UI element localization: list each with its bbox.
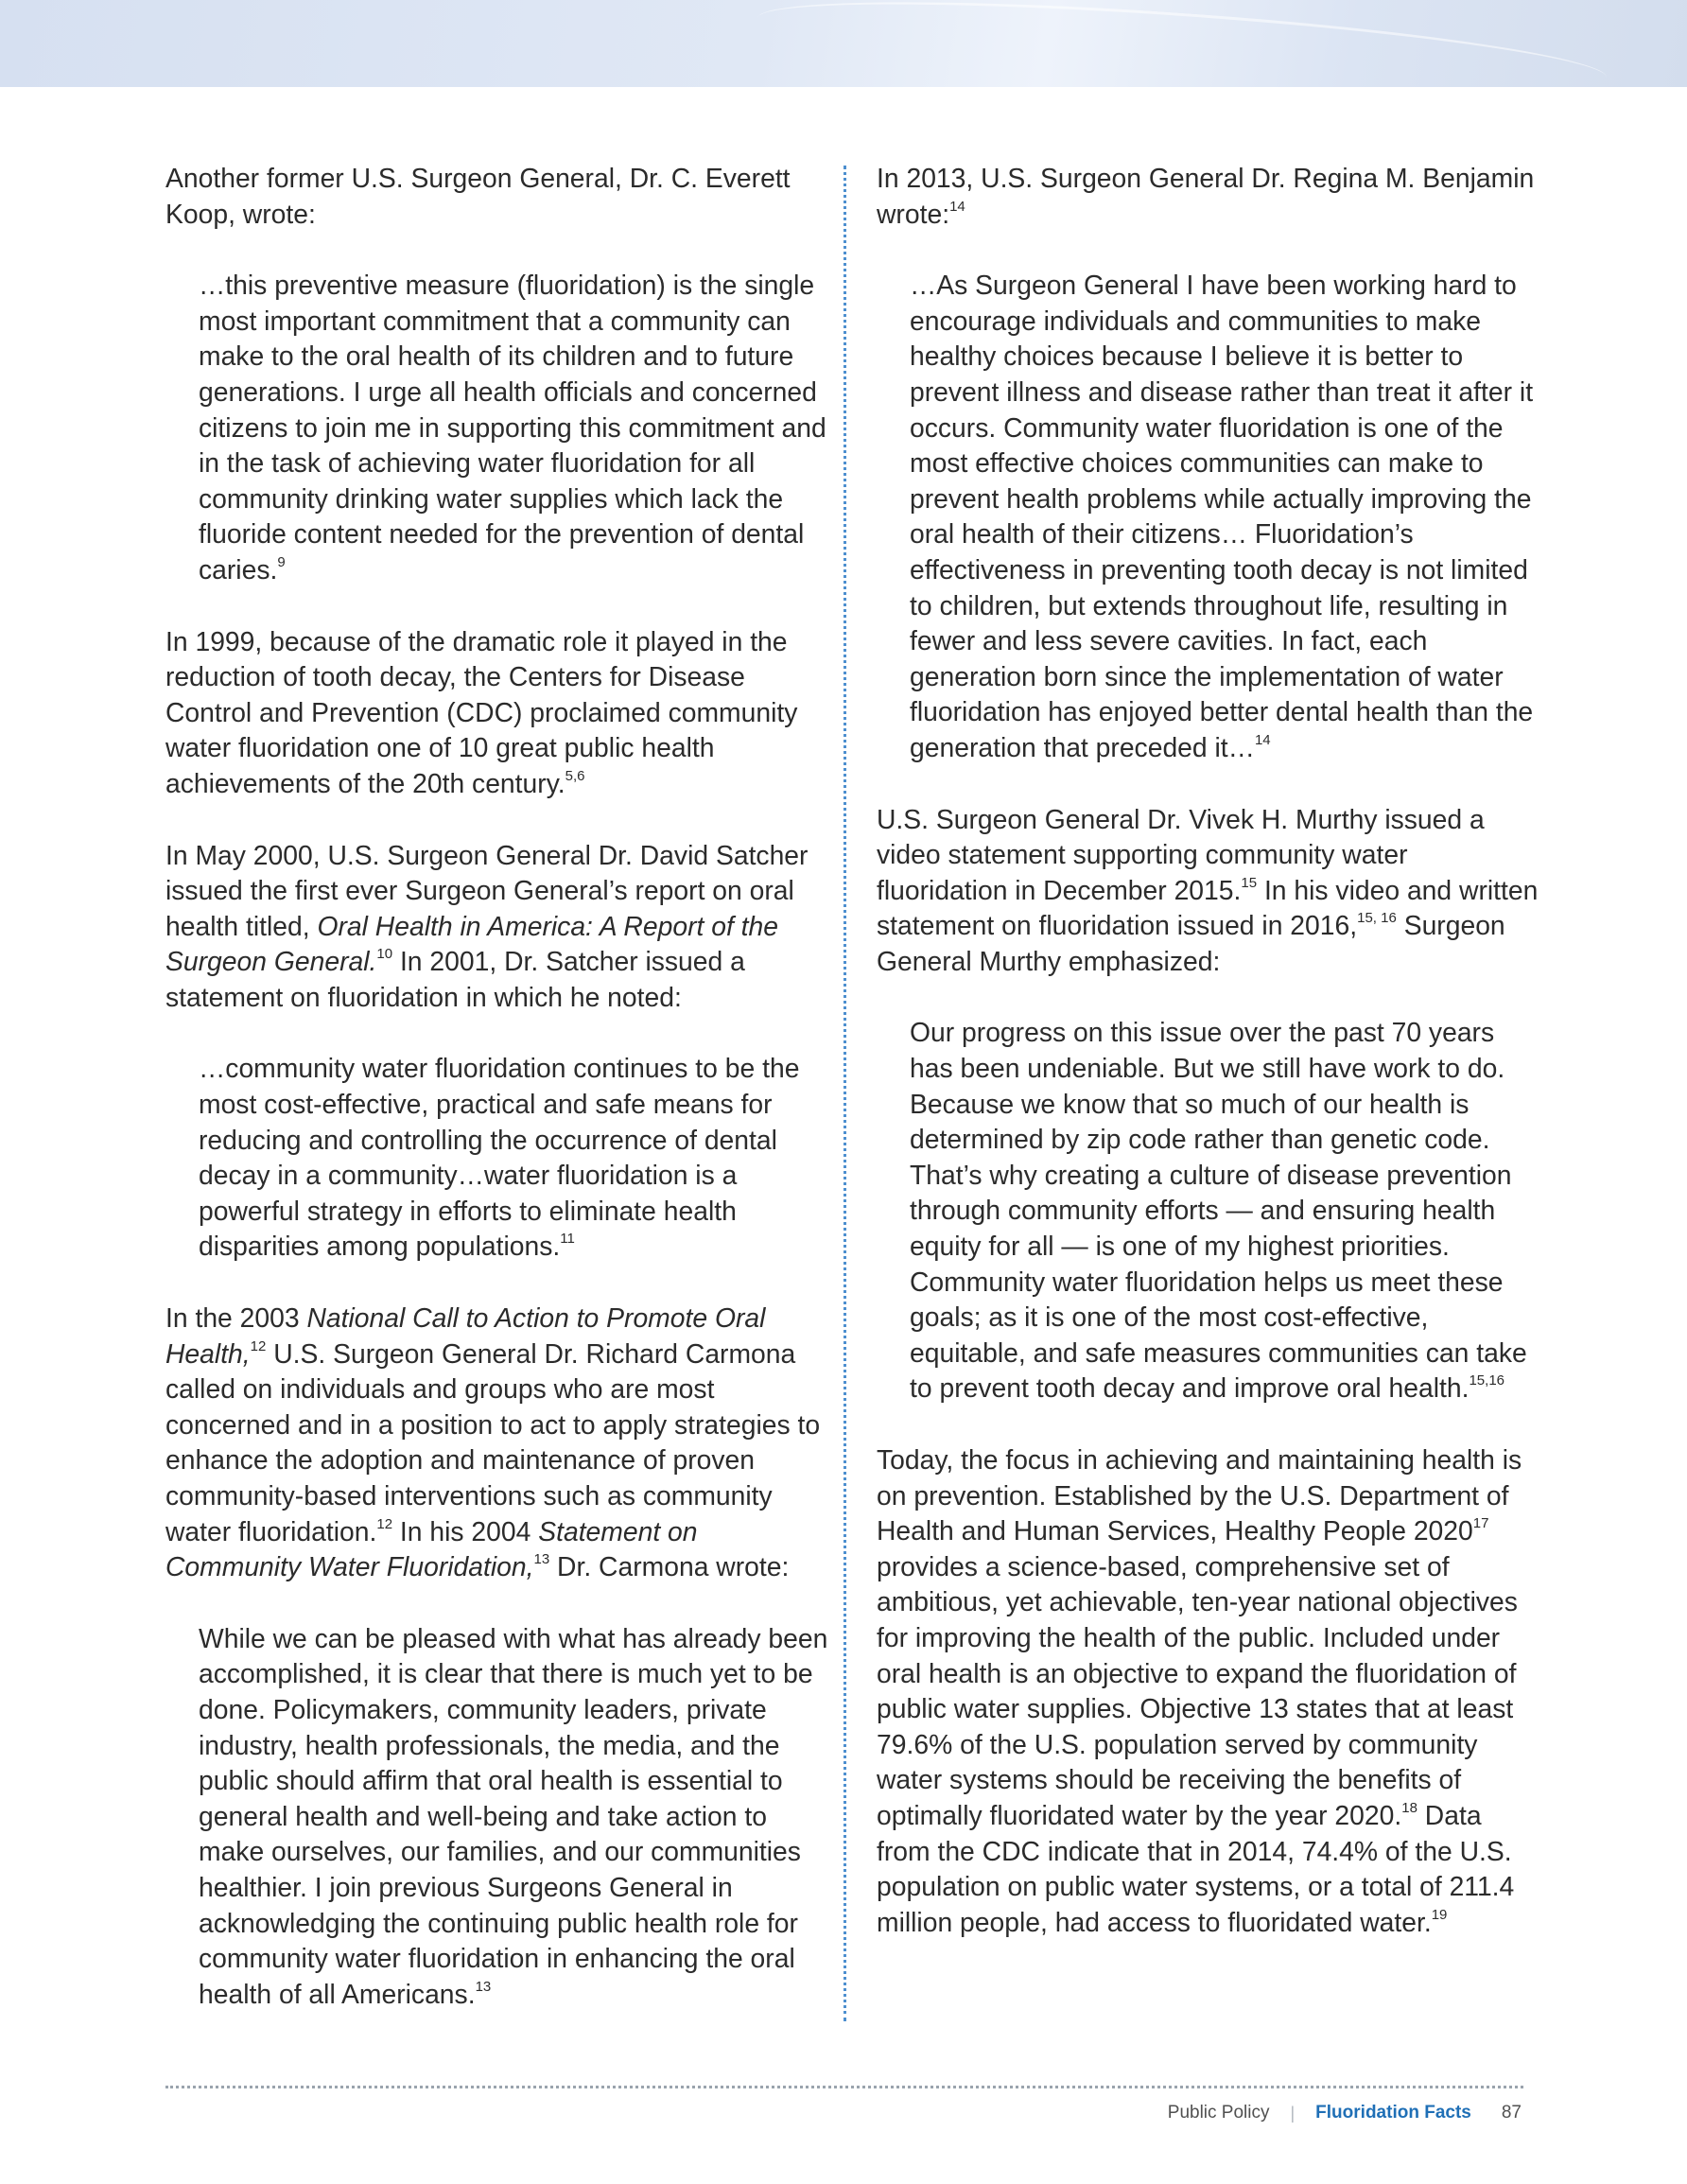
footnote-ref: 18 (1401, 1799, 1417, 1816)
carmona-quote-text: While we can be pleased with what has already been accomplished, it is clear that there is much yet to be done. Policymakers, community leaders, private industry, health professionals, the media, and the public should affirm that oral health is essential to general health and well-being and take action to make ourselves, our families, and our communities healthier. I join previous Surgeons General in acknowledging the continuing public health role for community water fluoridation in enhancing the oral health of all Americans. (199, 1622, 828, 2009)
footnote-ref: 10 (376, 946, 393, 963)
satcher-quote (165, 1051, 837, 1265)
footer-publication-title: Fluoridation Facts (1315, 2103, 1471, 2123)
footnote-ref: 15, 16 (1357, 910, 1397, 927)
carmona-text-c: In his 2004 (392, 1515, 539, 1546)
koop-quote (165, 268, 837, 587)
footnote-ref: 17 (1472, 1515, 1489, 1532)
carmona-text-a: In the 2003 (165, 1302, 307, 1334)
footnote-ref: 12 (250, 1337, 267, 1354)
cdc-text: In 1999, because of the dramatic role it played in the reduction of tooth decay, the Centers for Disease Control and Prevention (CDC) proclaimed community water fluoridation one of 10 great public health achievements of the 20th century. (165, 625, 798, 798)
murthy-text-a: U.S. Surgeon General Dr. Vivek H. Murthy issued a video statement supporting community water fluoridation in December 2015. (877, 803, 1485, 905)
murthy-paragraph (877, 802, 1539, 980)
footnote-ref: 14 (1254, 731, 1271, 748)
footer-section-label: Public Policy (1167, 2103, 1270, 2123)
header-banner (0, 0, 1687, 87)
footnote-ref: 15 (1241, 874, 1258, 891)
koop-intro-paragraph (165, 161, 837, 232)
benjamin-intro-text: In 2013, U.S. Surgeon General Dr. Regina M. Benjamin wrote: (877, 163, 1535, 229)
cdc-paragraph (165, 624, 837, 802)
satcher-report-title: Oral Health in America: A Report of the Surgeon General. (165, 910, 779, 977)
healthy-people-text-b: provides a science-based, comprehensive set of ambitious, yet achievable, ten-year national objectives for improving the health of the public. Included under oral health is an objective to expand the fluoridation of public water supplies. Objective 13 states that at least 79.6% of the U.S. population served by community water systems should be receiving the benefits of optimally fluoridated water by the year 2020. (877, 1550, 1518, 1830)
footnote-ref: 12 (376, 1515, 393, 1532)
footnote-ref: 14 (949, 198, 965, 215)
footnote-ref: 19 (1431, 1906, 1448, 1923)
footnote-ref: 11 (560, 1231, 575, 1248)
footer-separator: | (1290, 2104, 1296, 2123)
koop-quote-text: …this preventive measure (fluoridation) is the single most important commitment that a community can make to the oral health of its children and to future generations. I urge all health officials and concerned citizens to join me in supporting this commitment and in the task of achieving water fluoridation for all community drinking water supplies which lack the fluoride content needed for the prevention of dental caries. (199, 270, 826, 585)
page-number: 87 (1501, 2103, 1522, 2123)
satcher-text-a: In May 2000, U.S. Surgeon General Dr. David Satcher issued the first ever Surgeon General’s report on oral health titled, (165, 839, 809, 941)
benjamin-intro-paragraph (877, 161, 1539, 232)
murthy-text-c: Surgeon General Murthy emphasized: (877, 910, 1505, 976)
left-column (165, 161, 837, 2048)
benjamin-quote-text: …As Surgeon General I have been working hard to encourage individuals and communities to make healthy choices because I believe it is better to prevent illness and disease rather than treat it after it occurs. Community water fluoridation is one of the most effective choices communities can make to prevent health problems while actually improving the oral health of their citizens… Fluoridation’s effectiveness in preventing tooth decay is not limited to children, but extends throughout life, resulting in fewer and less severe cavities. In fact, each generation born since the implementation of water fluoridation has enjoyed better dental health than the generation that preceded it… (910, 270, 1534, 762)
banner-swoosh-decoration (756, 0, 1609, 112)
carmona-call-title: National Call to Action to Promote Oral Health, (165, 1302, 766, 1369)
right-column (877, 161, 1539, 1976)
carmona-statement-title: Statement on Community Water Fluoridation, (165, 1515, 698, 1582)
healthy-people-paragraph (877, 1442, 1539, 1940)
footnote-ref: 5,6 (565, 767, 585, 784)
carmona-text-b: U.S. Surgeon General Dr. Richard Carmona called on individuals and groups who are most concerned and in a position to act to apply strategies to enhance the adoption and maintenance of proven community-based interventions such as community water fluoridation. (165, 1337, 821, 1546)
footnote-ref: 9 (277, 553, 286, 570)
healthy-people-text-a: Today, the focus in achieving and maintaining health is on prevention. Established by the U.S. Department of Health and Human Services, Healthy People 2020 (877, 1444, 1522, 1546)
page-footer (1168, 2100, 1522, 2126)
footnote-ref: 13 (475, 1978, 492, 1995)
footnote-ref: 15,16 (1469, 1372, 1505, 1389)
satcher-quote-text: …community water fluoridation continues to be the most cost-effective, practical and safe means for reducing and controlling the occurrence of dental decay in a community…water fluoridation is a powerful strategy in efforts to eliminate health disparities among populations. (199, 1053, 800, 1262)
benjamin-quote (877, 268, 1539, 765)
carmona-quote (165, 1621, 837, 2013)
column-divider (844, 166, 846, 2021)
footer-divider (165, 2086, 1523, 2088)
healthy-people-text-c: Data from the CDC indicate that in 2014, 74.4% of the U.S. population on public water systems, or a total of 211.4 million people, had access to fluoridated water. (877, 1799, 1515, 1937)
murthy-quote (877, 1015, 1539, 1406)
footnote-ref: 13 (533, 1551, 550, 1568)
satcher-paragraph (165, 838, 837, 1016)
murthy-text-b: In his video and written statement on fluoridation issued in 2016, (877, 874, 1539, 941)
satcher-text-b: In 2001, Dr. Satcher issued a statement on fluoridation in which he noted: (165, 946, 745, 1012)
murthy-quote-text: Our progress on this issue over the past 70 years has been undeniable. But we still have work to do. Because we know that so much of our health is determined by zip code rather than genetic code. That’s why creating a culture of disease prevention through community efforts — and ensuring health equity for all — is one of my highest priorities. Community water fluoridation helps us meet these goals; as it is one of the most cost-effective, equitable, and safe measures communities can take to prevent tooth decay and improve oral health. (910, 1017, 1527, 1404)
carmona-paragraph (165, 1301, 837, 1585)
koop-intro-text: Another former U.S. Surgeon General, Dr. C. Everett Koop, wrote: (165, 163, 791, 229)
carmona-text-d: Dr. Carmona wrote: (549, 1551, 790, 1582)
